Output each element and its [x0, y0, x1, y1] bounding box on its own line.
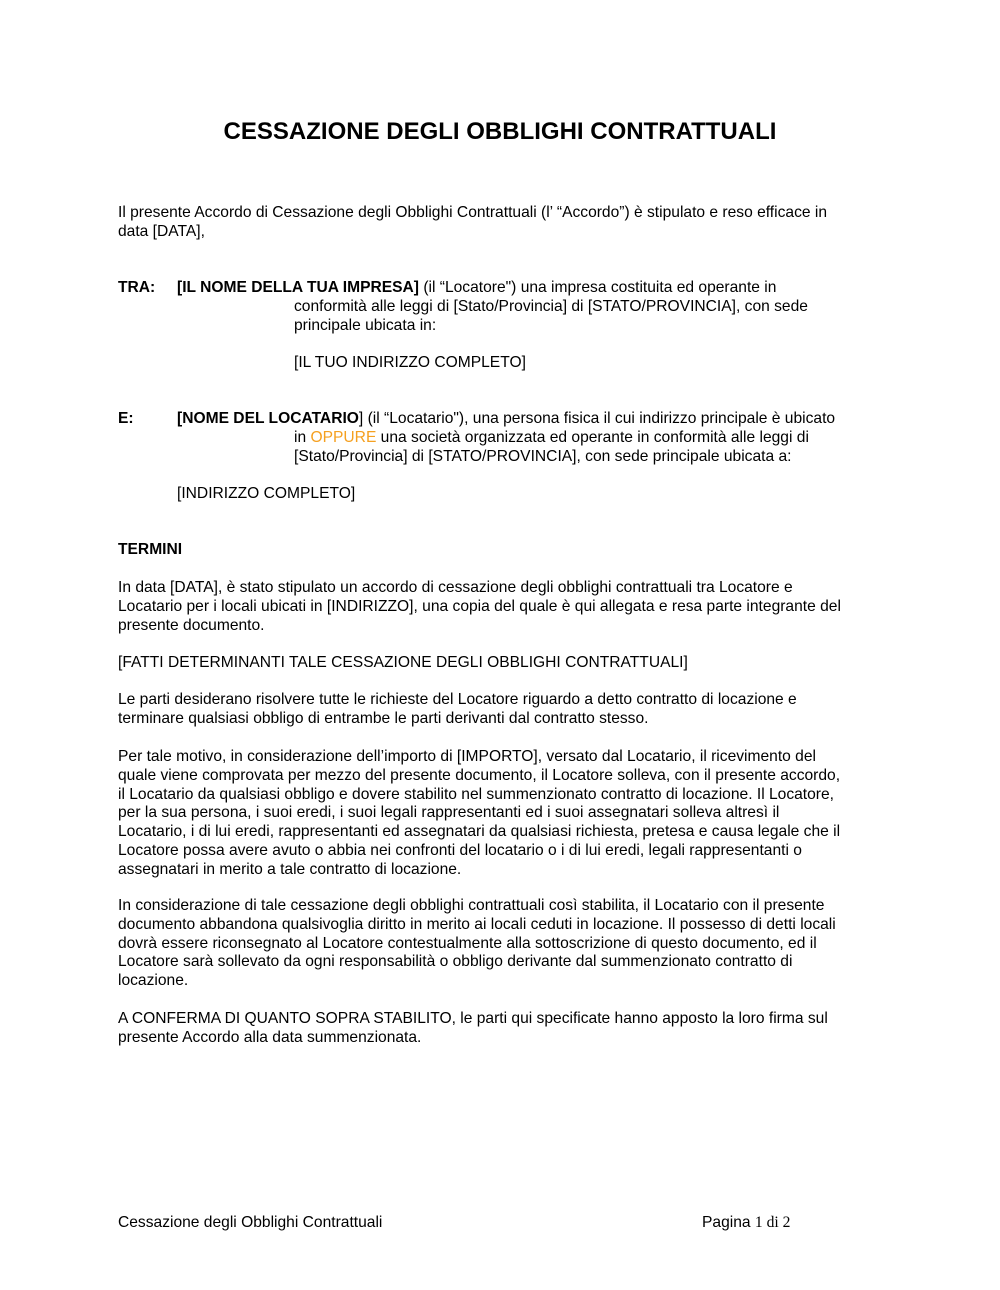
party-label: E:	[118, 410, 134, 427]
text-line: [Stato/Provincia] di [STATO/PROVINCIA], con sede principale ubicata a:	[294, 447, 792, 465]
text-line: conformità alle leggi di [Stato/Provincia] di [STATO/PROVINCIA], con sede	[294, 298, 808, 315]
text-line: presente documento.	[118, 616, 265, 634]
text-line: Locatore sarà sollevato da ogni responsabilità o obbligo derivante dal summenzionato contratto di	[118, 953, 793, 971]
body-paragraph	[118, 897, 836, 991]
intro-paragraph	[118, 204, 827, 242]
text-line: data [DATA],	[118, 222, 205, 240]
text: (il “Locatore") una impresa costituita ed operante in	[418, 279, 777, 296]
footer-page-number	[702, 1214, 790, 1233]
party-address: [IL TUO INDIRIZZO COMPLETO]	[294, 354, 526, 372]
body-paragraph	[118, 748, 840, 880]
text: in	[294, 429, 311, 446]
party-tra	[118, 279, 155, 298]
text-line: terminare qualsiasi obbligo di entrambe le parti derivanti dal contratto stesso.	[118, 709, 649, 727]
party-e	[118, 410, 134, 429]
text-line: assegnatari in merito a tale contratto di locazione.	[118, 860, 462, 878]
text-line: per la sua persona, i suoi eredi, i suoi legali rappresentanti ed i suoi assegnatari solleva altresì il	[118, 804, 780, 822]
body-paragraph	[118, 691, 797, 729]
text: una società organizzata ed operante in conformità alle leggi di	[376, 429, 809, 446]
body-paragraph	[118, 654, 688, 673]
text-line: documento abbandona qualsivoglia diritto in merito ai locali ceduti in locazione. Il possesso di detti locali	[118, 915, 836, 933]
page-label: Pagina	[702, 1214, 755, 1231]
text-line: Locatario per i locali ubicati in [INDIRIZZO], una copia del quale è qui allegata e resa parte integrante del	[118, 597, 841, 615]
text-line: Il presente Accordo di Cessazione degli Obblighi Contrattuali (l’ “Accordo”) è stipulato e reso efficace in	[118, 204, 828, 221]
document-title: CESSAZIONE DEGLI OBBLIGHI CONTRATTUALI	[223, 118, 777, 145]
page-of: di	[762, 1214, 783, 1231]
text-line: locazione.	[118, 972, 189, 990]
body-paragraph	[118, 579, 841, 635]
page-current: 1	[754, 1214, 763, 1231]
body-paragraph	[118, 1010, 828, 1048]
text-line: il Locatario da qualsiasi obbligo e dovere stabilito nel summenzionato contratto di locazione. Il Locatore,	[118, 785, 835, 803]
text-line: In considerazione di tale cessazione degli obblighi contrattuali così stabilita, il Locatario con il presente	[118, 897, 825, 914]
text-line: principale ubicata in:	[294, 316, 437, 334]
page-total: 2	[782, 1214, 791, 1231]
text-line: A CONFERMA DI QUANTO SOPRA STABILITO, le parti qui specificate hanno apposto la loro firma sul	[118, 1010, 828, 1027]
party-e-continued	[294, 429, 809, 467]
text-line: presente Accordo alla data summenzionata.	[118, 1028, 422, 1046]
oppure-highlight: OPPURE	[310, 429, 377, 446]
party-label: TRA:	[118, 279, 156, 296]
text-line: Locatario, i di lui eredi, rappresentanti ed assegnatari da qualsiasi richiesta, pretesa e causa legale che il	[118, 823, 841, 841]
section-heading-termini: TERMINI	[118, 541, 183, 558]
party-tra-body	[177, 279, 776, 298]
text-line: [FATTI DETERMINANTI TALE CESSAZIONE DEGLI OBBLIGHI CONTRATTUALI]	[118, 654, 688, 671]
party-tra-continued	[294, 298, 808, 373]
footer-doc-title: Cessazione degli Obblighi Contrattuali	[118, 1214, 383, 1231]
party-name: [NOME DEL LOCATARIO	[177, 410, 359, 427]
text-line: In data [DATA], è stato stipulato un accordo di cessazione degli obblighi contrattuali tra Locatore e	[118, 579, 793, 596]
text-line: Locatore possa avere avuto o abbia nei confronti del locatario o i di lui eredi, legali rappresentanti o	[118, 841, 802, 859]
party-e-body	[177, 410, 835, 429]
party-name: [IL NOME DELLA TUA IMPRESA]	[177, 279, 419, 296]
text-line: Per tale motivo, in considerazione dell’importo di [IMPORTO], versato dal Locatario, il ricevimento del	[118, 748, 816, 765]
text-line: dovrà essere riconsegnato al Locatore contestualmente alla sottoscrizione di questo documento, ed il	[118, 934, 817, 952]
text-line: quale viene comprovata per mezzo del presente documento, il Locatore solleva, con il presente accordo,	[118, 766, 841, 784]
text-line: Le parti desiderano risolvere tutte le richieste del Locatore riguardo a detto contratto di locazione e	[118, 691, 797, 708]
party-address: [INDIRIZZO COMPLETO]	[177, 485, 356, 502]
text: ] (il “Locatario"), una persona fisica il cui indirizzo principale è ubicato	[358, 410, 836, 427]
